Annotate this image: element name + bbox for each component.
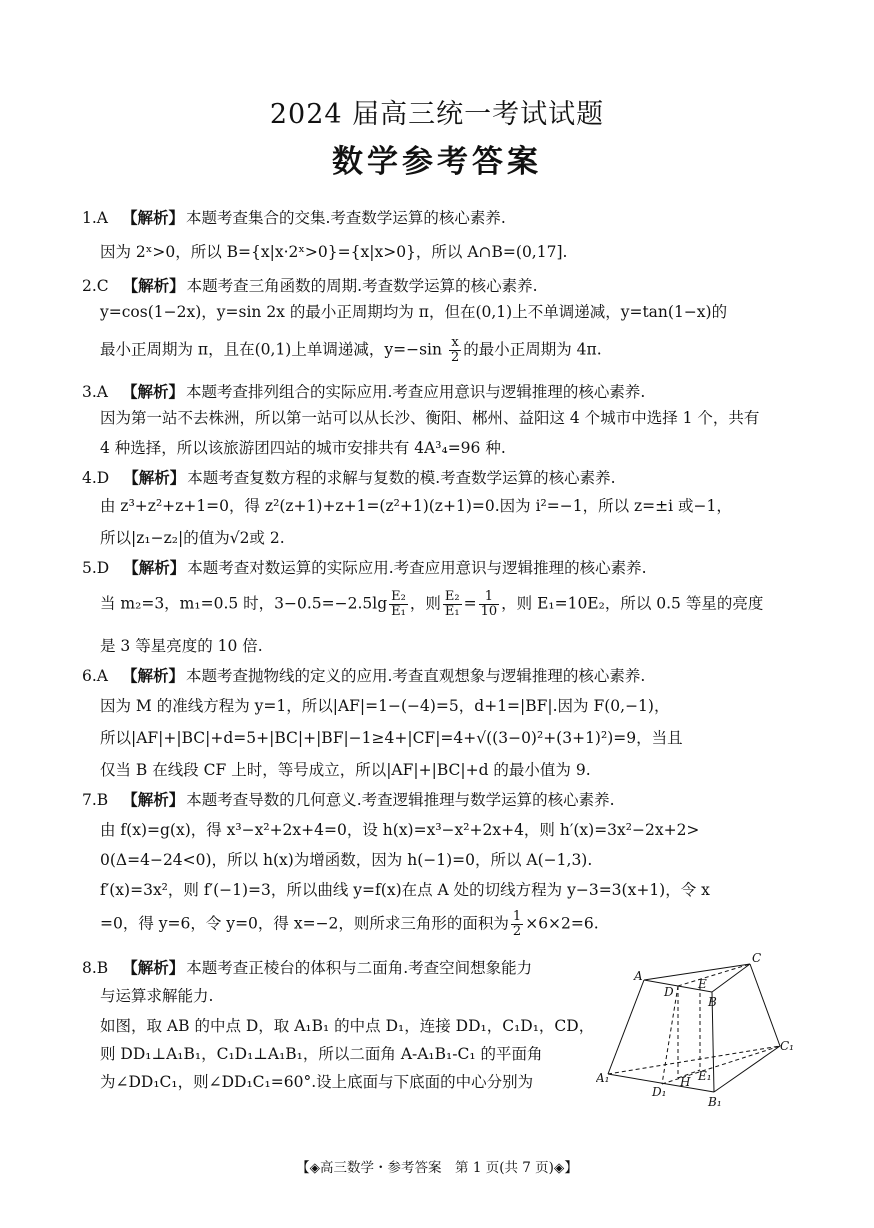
- question-2-header: [82, 274, 538, 296]
- answer-line: 因为第一站不去株洲，所以第一站可以从长沙、衡阳、郴州、益阳这 4 个城市中选择 1 个，共有: [100, 409, 760, 427]
- answer-line: 由 f(x)=g(x)，得 x³−x²+2x+4=0，设 h(x)=x³−x²+2x+4，则 h′(x)=3x²−2x+2>: [100, 821, 700, 839]
- frustum-figure: [596, 950, 800, 1110]
- question-number: 6.A: [82, 667, 108, 685]
- label-E: E: [698, 977, 707, 991]
- analysis-tag: 【解析】: [123, 468, 186, 487]
- question-summary: 本题考查导数的几何意义.考查逻辑推理与数学运算的核心素养.: [186, 791, 615, 809]
- answer-line-with-fraction: 最小正周期为 π，且在(0,1)上单调递减，y=−sin $\frac{x}{2}$ 的最小正周期为 4π.: [100, 335, 602, 365]
- question-6-header: [82, 664, 645, 686]
- fraction: $\frac{1}{10}$: [480, 589, 498, 619]
- analysis-tag: 【解析】: [121, 666, 184, 685]
- page-footer: 【◈高三数学・参考答案 第 1 页(共 7 页)◈】: [296, 1160, 578, 1176]
- label-C1: C₁: [780, 1039, 794, 1053]
- fraction: $\frac{1}{2}$: [512, 909, 522, 939]
- answer-line: 4 种选择，所以该旅游团四站的城市安排共有 4A³₄=96 种.: [100, 439, 506, 457]
- analysis-tag: 【解析】: [123, 558, 186, 577]
- page-subtitle: 数学参考答案: [332, 144, 542, 180]
- answer-line: 则 DD₁⊥A₁B₁，C₁D₁⊥A₁B₁，所以二面角 A-A₁B₁-C₁ 的平面角: [100, 1045, 543, 1063]
- label-D: D: [664, 985, 674, 999]
- answer-line: 为∠DD₁C₁，则∠DD₁C₁=60°.设上底面与下底面的中心分别为: [100, 1073, 534, 1091]
- analysis-tag: 【解析】: [121, 382, 184, 401]
- answer-line: 所以|z₁−z₂|的值为√2或 2.: [100, 529, 285, 547]
- label-A1: A₁: [596, 1071, 610, 1085]
- question-number: 1.A: [82, 209, 108, 227]
- answer-line: 是 3 等星亮度的 10 倍.: [100, 637, 263, 655]
- question-8-header: [82, 956, 532, 978]
- answer-line: 如图，取 AB 的中点 D，取 A₁B₁ 的中点 D₁，连接 DD₁，C₁D₁，CD，: [100, 1017, 595, 1035]
- analysis-tag: 【解析】: [122, 276, 185, 295]
- fraction: $\frac{x}{2}$: [450, 335, 460, 365]
- question-summary: 本题考查对数运算的实际应用.考查应用意识与逻辑推理的核心素养.: [187, 559, 647, 577]
- question-number: 7.B: [82, 791, 109, 809]
- page-title: 2024 届高三统一考试试题: [269, 99, 605, 130]
- answer-line: 与运算求解能力.: [100, 987, 214, 1005]
- question-summary: 本题考查三角函数的周期.考查数学运算的核心素养.: [186, 277, 538, 295]
- answer-line: 所以|AF|+|BC|+d=5+|BC|+|BF|−1≥4+|CF|=4+√((3−0)²+(3+1)²)=9，当且: [100, 729, 683, 747]
- question-summary: 本题考查复数方程的求解与复数的模.考查数学运算的核心素养.: [187, 469, 616, 487]
- fraction: $\frac{\text{E₂}}{\text{E₁}}$: [391, 589, 406, 619]
- answer-line-with-fraction: =0，得 y=6，令 y=0，得 x=−2，则所求三角形的面积为 $\frac{1}{2}$ ×6×2=6.: [100, 909, 599, 939]
- fraction: $\frac{\text{E₂}}{\text{E₁}}$: [444, 589, 460, 619]
- analysis-tag: 【解析】: [121, 208, 184, 227]
- answer-line: 由 z³+z²+z+1=0，得 z²(z+1)+z+1=(z²+1)(z+1)=0.因为 i²=−1，所以 z=±i 或−1，: [100, 497, 732, 515]
- question-summary: 本题考查集合的交集.考查数学运算的核心素养.: [186, 209, 506, 227]
- answer-line: 0(Δ=4−24<0)，所以 h(x)为增函数，因为 h(−1)=0，所以 A(−1,3).: [100, 851, 593, 869]
- question-number: 2.C: [82, 277, 109, 295]
- label-B: B: [708, 995, 717, 1009]
- answer-line: y=cos(1−2x)，y=sin 2x 的最小正周期均为 π，但在(0,1)上不单调递减，y=tan(1−x)的: [100, 303, 728, 321]
- question-summary: 本题考查正棱台的体积与二面角.考查空间想象能力: [186, 959, 533, 977]
- question-3-header: [82, 380, 645, 402]
- label-B1: B₁: [708, 1095, 722, 1109]
- question-number: 5.D: [82, 559, 110, 577]
- analysis-tag: 【解析】: [122, 790, 185, 809]
- answer-line: f′(x)=3x²，则 f′(−1)=3，所以曲线 y=f(x)在点 A 处的切线方程为 y−3=3(x+1)，令 x: [100, 881, 710, 899]
- answer-line: 因为 2ˣ>0，所以 B={x|x·2ˣ>0}={x|x>0}，所以 A∩B=(0,17].: [100, 243, 568, 261]
- label-H: H: [680, 1075, 691, 1089]
- label-D1: D₁: [652, 1085, 667, 1099]
- analysis-tag: 【解析】: [122, 958, 185, 977]
- answer-line-with-fraction: 当 m₂=3，m₁=0.5 时，3−0.5=−2.5lg $\frac{\text{E₂}}{\text{E₁}}$ ，则 $\frac{\text{E₂}}{\text{E₁}}$ = $\frac{1}{10}$ ，则 E₁=10E₂，所以 0.5 等星的亮度: [100, 589, 764, 619]
- question-summary: 本题考查抛物线的定义的应用.考查直观想象与逻辑推理的核心素养.: [186, 667, 646, 685]
- label-C: C: [752, 951, 762, 965]
- question-1-header: [82, 206, 506, 228]
- label-E1: E₁: [698, 1069, 712, 1083]
- question-number: 4.D: [82, 469, 110, 487]
- question-4-header: [82, 466, 616, 488]
- question-summary: 本题考查排列组合的实际应用.考查应用意识与逻辑推理的核心素养.: [186, 383, 646, 401]
- question-7-header: [82, 788, 615, 810]
- question-number: 3.A: [82, 383, 108, 401]
- question-number: 8.B: [82, 959, 109, 977]
- answer-line: 仅当 B 在线段 CF 上时，等号成立，所以|AF|+|BC|+d 的最小值为 9.: [100, 761, 591, 779]
- question-5-header: [82, 556, 647, 578]
- label-A: A: [634, 969, 643, 983]
- answer-line: 因为 M 的准线方程为 y=1，所以|AF|=1−(−4)=5，d+1=|BF|.因为 F(0,−1)，: [100, 697, 670, 715]
